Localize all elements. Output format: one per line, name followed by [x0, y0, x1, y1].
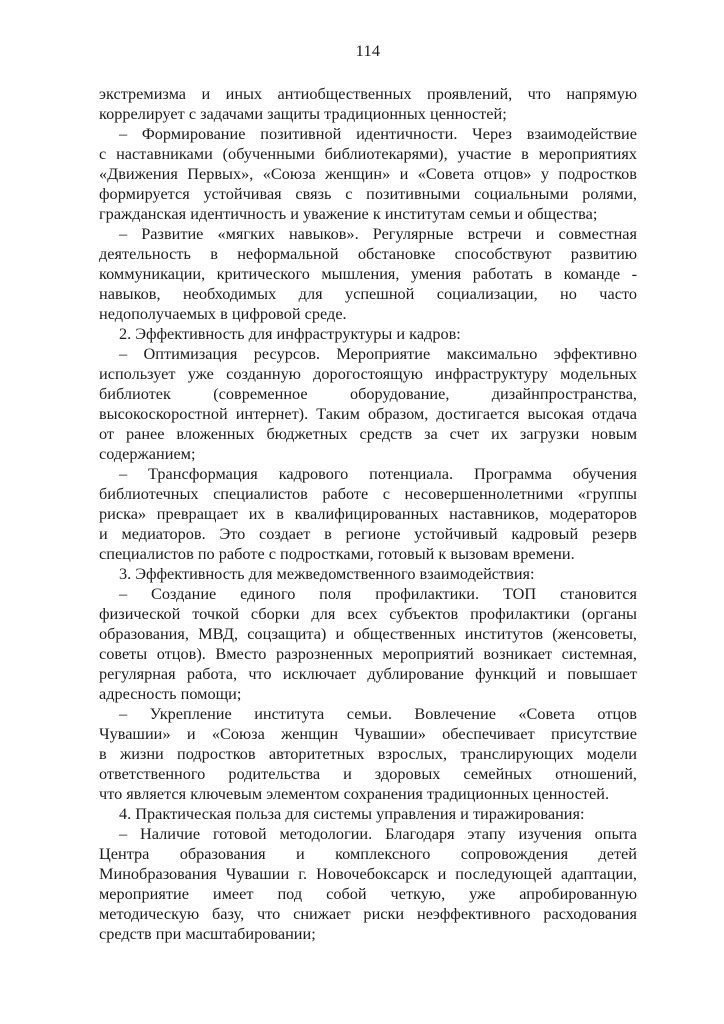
text-line: содержанием; — [99, 444, 196, 463]
text-line: с наставниками (обученными библиотекарями), участие в мероприятиях — [99, 144, 637, 163]
text-line: – Формирование позитивной идентичности. Через взаимодействие — [119, 124, 637, 143]
text-line: средств при масштабировании; — [99, 924, 316, 943]
text-line: – Оптимизация ресурсов. Мероприятие максимально эффективно — [119, 344, 637, 363]
text-line: советы отцов). Вместо разрозненных мероприятий возникает системная, — [99, 644, 637, 663]
text-line: – Развитие «мягких навыков». Регулярные встречи и совместная — [119, 224, 637, 243]
text-line: физической точкой сборки для всех субъектов профилактики (органы — [99, 604, 637, 623]
text-line: в жизни подростков авторитетных взрослых, транслирующих модели — [99, 744, 637, 763]
page-number: 114 — [355, 41, 381, 60]
text-line: навыков, необходимых для успешной социализации, но часто — [99, 284, 637, 303]
text-line: адресность помощи; — [99, 684, 242, 703]
text-line: специалистов по работе с подростками, готовый к вызовам времени. — [99, 544, 575, 563]
text-line: деятельность в неформальной обстановке способствуют развитию — [99, 244, 637, 263]
text-line: Чувашии» и «Союза женщин Чувашии» обеспечивает присутствие — [99, 724, 637, 743]
text-line: от ранее вложенных бюджетных средств за счет их загрузки новым — [99, 424, 637, 443]
text-line: – Укрепление института семьи. Вовлечение «Совета отцов — [119, 704, 637, 723]
text-line: формируется устойчивая связь с позитивными социальными ролями, — [99, 184, 637, 203]
text-line: недополучаемых в цифровой среде. — [99, 304, 347, 323]
text-line: регулярная работа, что исключает дублирование функций и повышает — [99, 664, 637, 683]
text-line: и медиаторов. Это создает в регионе устойчивый кадровый резерв — [99, 524, 637, 543]
text-line: – Создание единого поля профилактики. ТОП становится — [119, 584, 637, 603]
document-body — [99, 84, 637, 944]
text-line: библиотечных специалистов работе с несовершеннолетними «группы — [99, 484, 637, 503]
text-line: образования, МВД, соцзащита) и общественных институтов (женсоветы, — [99, 624, 637, 643]
text-line: использует уже созданную дорогостоящую инфраструктуру модельных — [99, 364, 637, 383]
text-line: Минобразования Чувашии г. Новочебоксарск и последующей адаптации, — [99, 864, 637, 883]
text-line: «Движения Первых», «Союза женщин» и «Совета отцов» у подростков — [99, 164, 637, 183]
text-line: – Наличие готовой методологии. Благодаря этапу изучения опыта — [119, 824, 637, 843]
text-line: мероприятие имеет под собой четкую, уже апробированную — [99, 884, 637, 903]
text-line: 2. Эффективность для инфраструктуры и кадров: — [119, 324, 461, 343]
text-line: Центра образования и комплексного сопровождения детей — [99, 844, 637, 863]
text-line: библиотек (современное оборудование, дизайнпространства, — [99, 384, 637, 403]
text-line: – Трансформация кадрового потенциала. Программа обучения — [119, 464, 637, 483]
text-line: 3. Эффективность для межведомственного взаимодействия: — [119, 564, 535, 583]
text-line: что является ключевым элементом сохранения традиционных ценностей. — [99, 784, 610, 803]
text-line: высокоскоростной интернет). Таким образом, достигается высокая отдача — [99, 404, 637, 423]
text-line: риска» превращает их в квалифицированных наставников, модераторов — [99, 504, 637, 523]
text-line: коммуникации, критического мышления, умения работать в команде - — [99, 264, 637, 283]
text-line: 4. Практическая польза для системы управления и тиражирования: — [119, 804, 585, 823]
text-line: коррелирует с задачами защиты традиционных ценностей; — [99, 104, 507, 123]
text-line: экстремизма и иных антиобщественных проявлений, что напрямую — [99, 84, 637, 103]
text-line: гражданская идентичность и уважение к институтам семьи и общества; — [99, 204, 598, 223]
text-line: ответственного родительства и здоровых семейных отношений, — [99, 764, 637, 783]
text-line: методическую базу, что снижает риски неэффективного расходования — [99, 904, 637, 923]
